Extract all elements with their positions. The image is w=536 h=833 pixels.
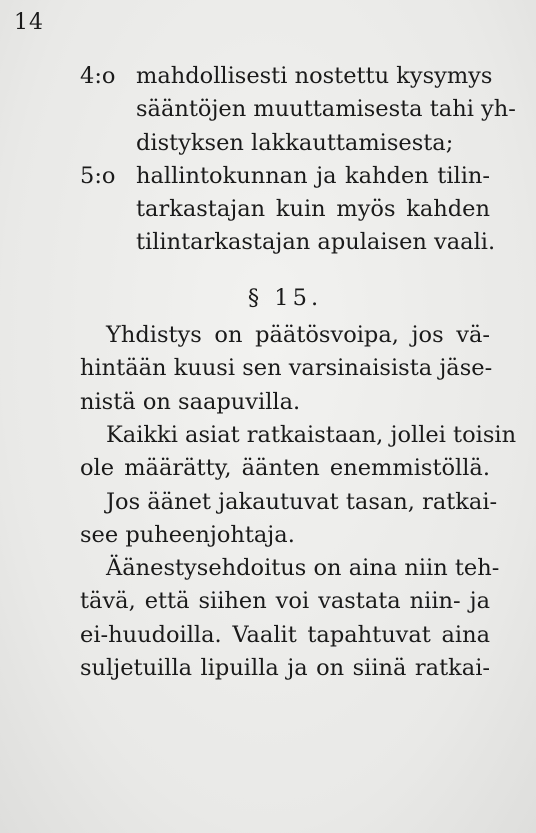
paragraph <box>80 552 500 685</box>
paragraph-line: tävä, että siihen voi vastata niin- ja <box>80 588 490 615</box>
list-item-number: 4:o <box>80 63 116 89</box>
list-item-line: tarkastajan kuin myös kahden <box>136 196 490 223</box>
page-text <box>80 60 517 685</box>
paragraph-line: Kaikki asiat ratkaistaan, jollei toisin <box>106 421 517 448</box>
list-item-text: hallintokunnan ja kahden tilin- <box>136 162 490 189</box>
list-item-line: tilintarkastajan apulaisen vaali. <box>136 229 496 256</box>
paragraph-line: Jos äänet jakautuvat tasan, ratkai- <box>106 488 498 515</box>
list-item-line: sääntöjen muuttamisesta tahi yh- <box>136 96 516 123</box>
paragraph <box>80 419 517 486</box>
paragraph-line: Äänestysehdoitus on aina niin teh- <box>106 555 500 582</box>
paragraph <box>80 486 498 553</box>
section-heading: § 15. <box>247 284 323 311</box>
list-item-number: 5:o <box>80 162 116 189</box>
paragraph <box>80 319 493 419</box>
paragraph-line: ei-huudoilla. Vaalit tapahtuvat aina <box>80 621 490 648</box>
list-item <box>80 160 496 260</box>
list-item-line: distyksen lakkauttamisesta; <box>136 129 454 156</box>
list-item-line <box>80 160 490 193</box>
paragraph-line: suljetuilla lipuilla ja on siinä ratkai- <box>80 655 490 682</box>
list-item <box>80 60 516 160</box>
paragraph-line: nistä on saapuvilla. <box>80 388 301 415</box>
paragraph-line: see puheenjohtaja. <box>80 521 295 548</box>
paragraph-line: ole määrätty, äänten enemmistöllä. <box>80 455 490 482</box>
list-item-line <box>80 60 493 93</box>
list-item-text: mahdollisesti nostettu kysymys <box>136 63 493 89</box>
paragraph-line: hintään kuusi sen varsinaisista jäse- <box>80 355 493 382</box>
paragraph-line: Yhdistys on päätösvoipa, jos vä- <box>106 322 490 349</box>
page-number: 14 <box>14 10 44 35</box>
